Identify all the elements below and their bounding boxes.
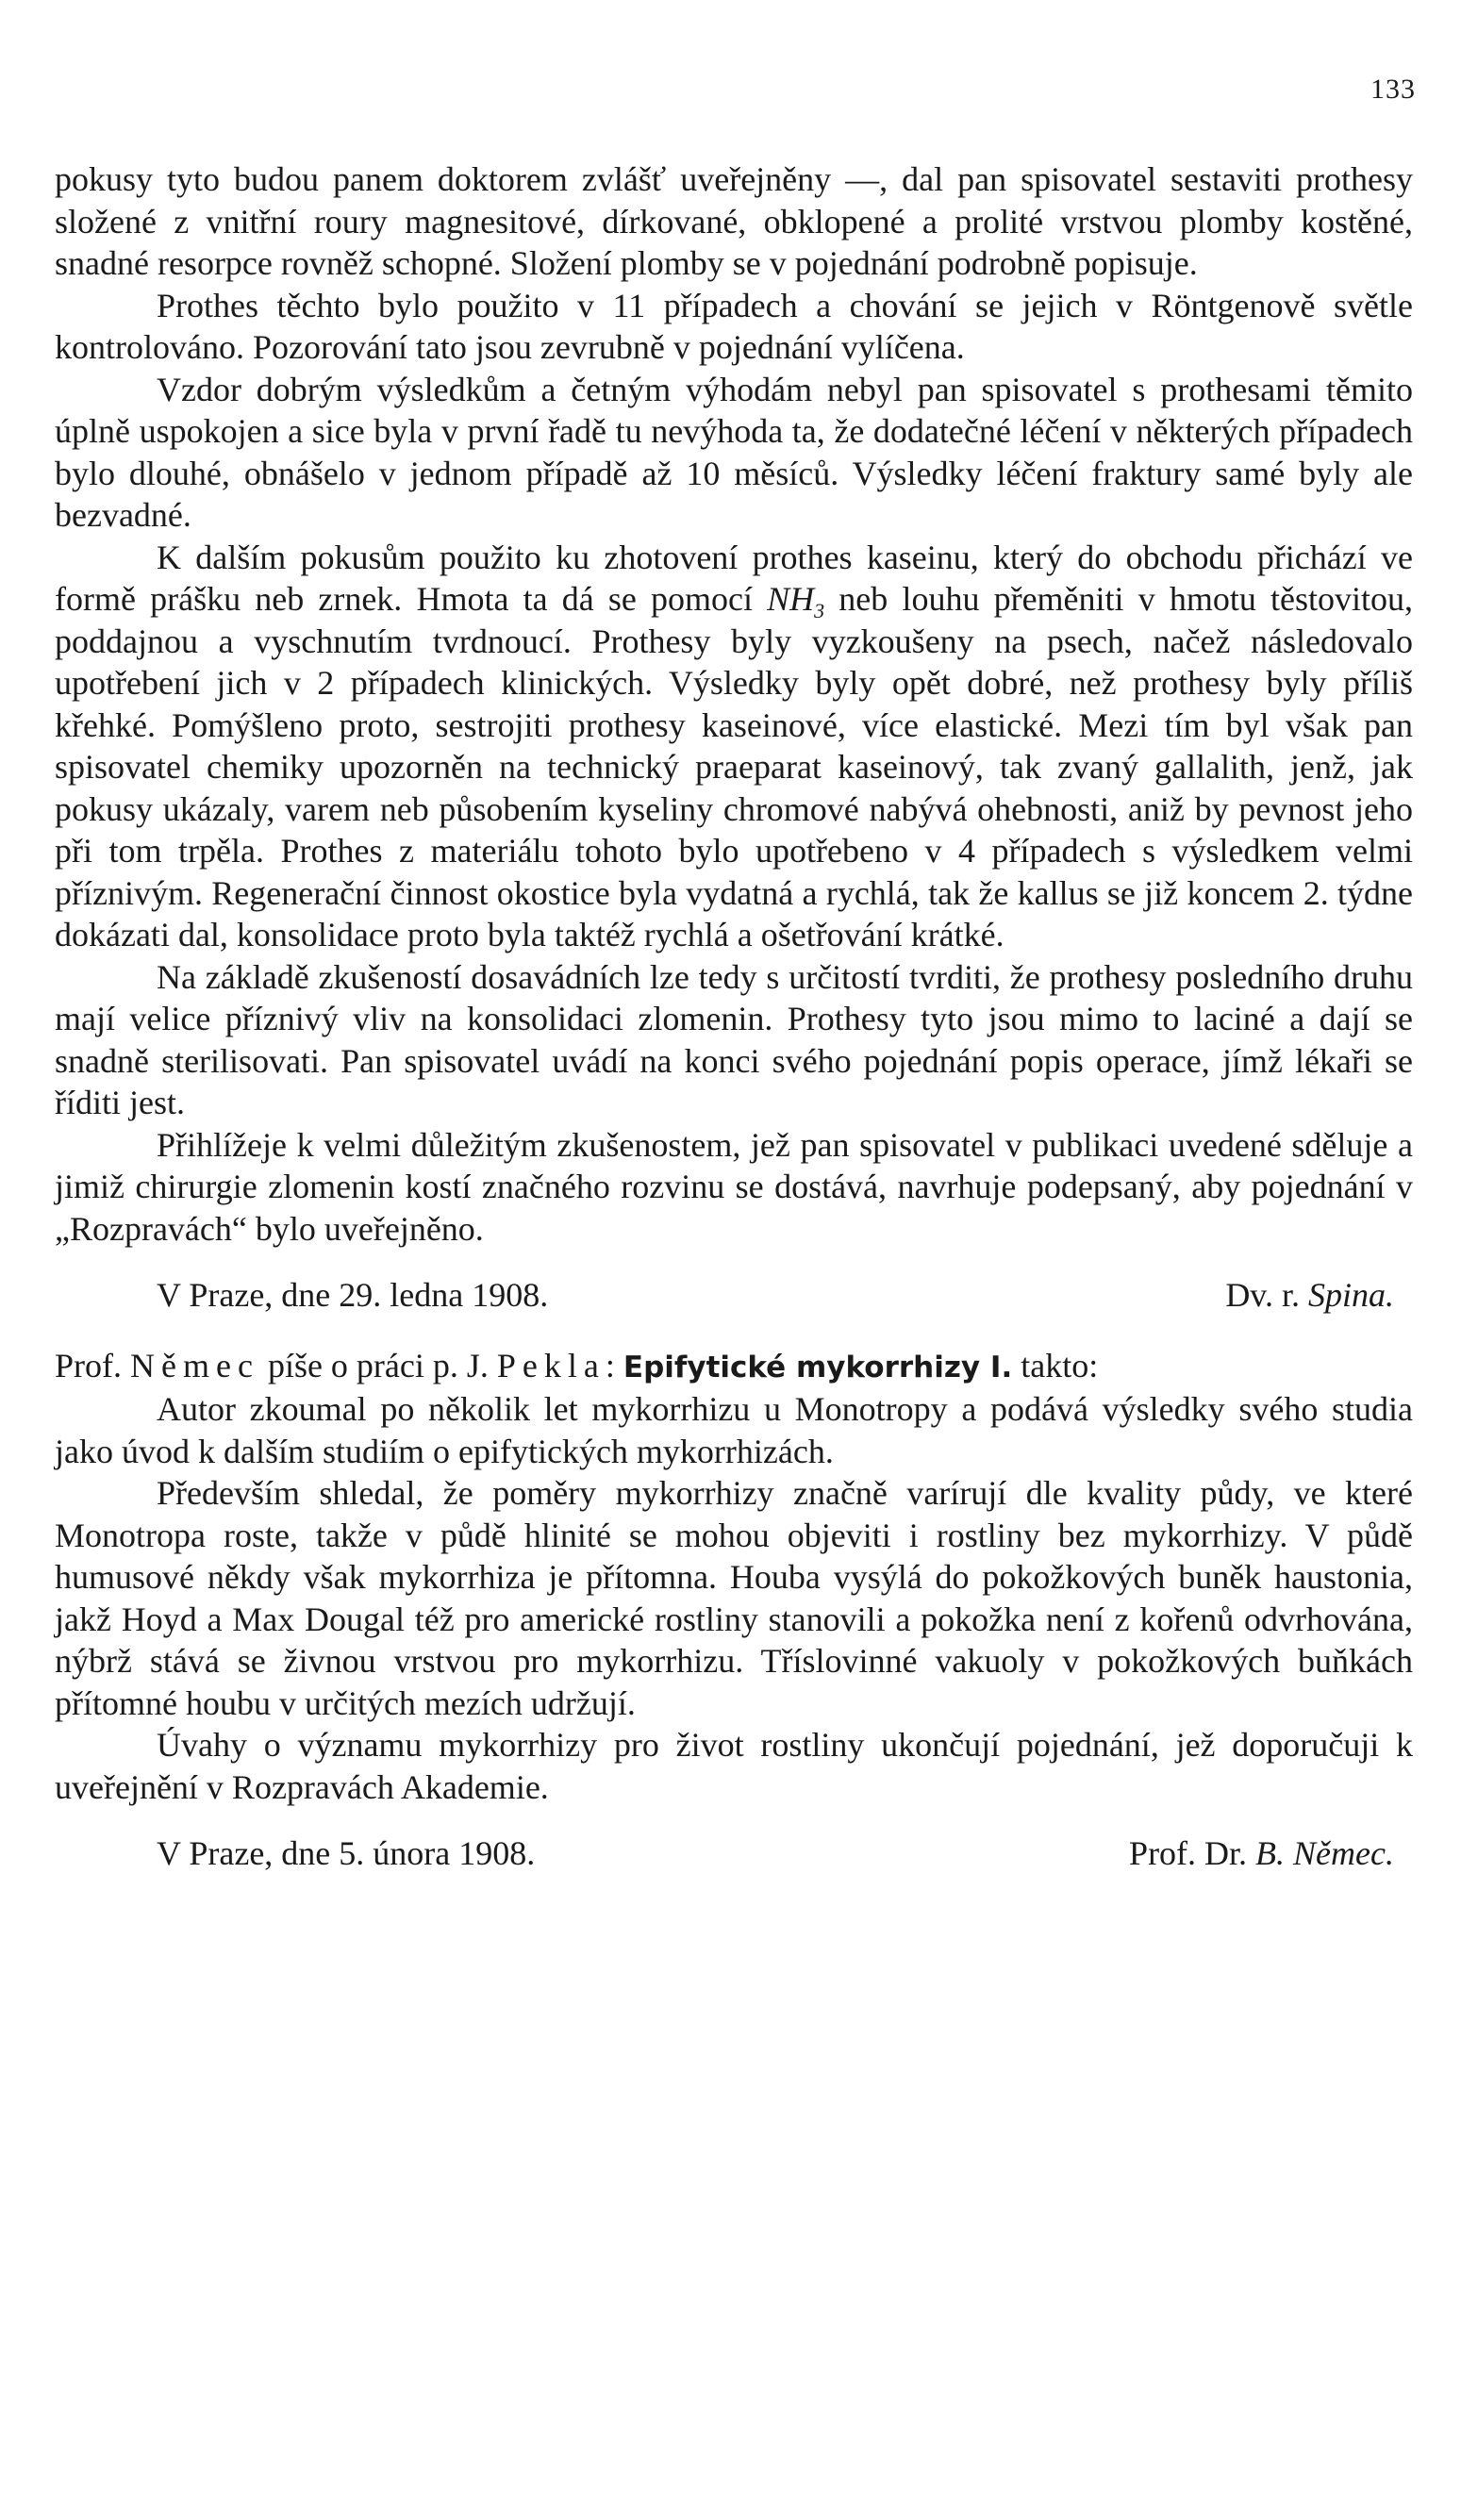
paragraph: pokusy tyto budou panem doktorem zvlášť uveřejněny —, dal pan spisovatel sestaviti prothesy složené z vnitřní roury magnesitové, dírkované, obklopené a prolité vrstvou plomby kostěné, snadné resorpce rovněž schopné. Složení plomby se v pojednání podrobně popisuje.: [55, 160, 1413, 282]
heading-prefix: Prof.: [55, 1346, 130, 1384]
paragraph: [55, 537, 1413, 956]
signature-line: [55, 1832, 1413, 1875]
page-number: 133: [1370, 74, 1416, 105]
signature-prefix: Dv. r.: [1225, 1276, 1308, 1314]
heading-colon: :: [605, 1346, 623, 1384]
place-date: V Praze, dne 29. ledna 1908.: [157, 1276, 549, 1314]
signature-space: [1285, 1834, 1293, 1872]
report-heading: [55, 1345, 1413, 1389]
signature: [1225, 1274, 1413, 1317]
formula-text: NH: [767, 580, 815, 618]
author-name: Pekla: [496, 1346, 606, 1384]
paragraph: Na základě zkušeností dosavádních lze tedy s určitostí tvrditi, že prothesy posledního druhu mají velice příznivý vliv na konsolidaci zlomenin. Prothesy tyto jsou mimo to laciné a dají se snadně sterilisovati. Pan spisovatel uvádí na konci svého pojednání popis operace, jímž lékaři se říditi jest.: [55, 957, 1413, 1121]
heading-text: píše o práci p. J.: [258, 1346, 497, 1384]
paragraph: Prothes těchto bylo použito v 11 případech a chování se jejich v Röntgenově světle kontrolováno. Pozorování tato jsou zevrubně v pojednání vylíčena.: [55, 286, 1413, 366]
signature: [1129, 1832, 1413, 1875]
place-date: V Praze, dne 5. února 1908.: [157, 1834, 536, 1872]
paragraph-text: K dalším pokusům použito ku zhotovení prothes kaseinu, který do obchodu přichází ve formě prášku neb zrnek. Hmota ta dá se pomocí: [55, 538, 1413, 618]
paragraph: Autor zkoumal po několik let mykorrhizu u Monotropy a podává výsledky svého studia jako úvod k dalším studiím o epifytických mykorrhizách.: [55, 1390, 1413, 1470]
paragraph: Přihlížeje k velmi důležitým zkušenostem, jež pan spisovatel v publikaci uvedené sděluje a jimiž chirurgie zlomenin kostí značného rozvinu se dostává, navrhuje podepsaný, aby pojednání v „Rozpravách“ bylo uveřejněno.: [55, 1125, 1413, 1248]
chemical-formula: [767, 580, 825, 623]
reviewer-name: Němec: [130, 1346, 259, 1384]
body-text: [55, 158, 1413, 1903]
paragraph-text: neb louhu přeměniti v hmotu těstovitou, poddajnou a vyschnutím tvrdnoucí. Prothesy byly vyzkoušeny na psech, načež následovalo upotřebení jich v 2 případech klinických. Výsledky byly opět dobré, než prothesy byly příliš křehké. Pomýšleno proto, sestrojiti prothesy kaseinové, více elastické. Mezi tím byl však pan spisovatel chemiky upozorněn na technický praeparat kaseinový, tak zvaný gallalith, jenž, jak pokusy ukázaly, varem neb působením kyseliny chromové nabývá ohebnosti, aniž by pevnost jeho při tom trpěla. Prothes z materiálu tohoto bylo upotřebeno v 4 případech s výsledkem velmi příznivým. Regenerační činnost okostice byla vydatná a rychlá, tak že kallus se již koncem 2. týdne dokázati dal, konsolidace proto byla taktéž rychlá a ošetřování krátké.: [55, 580, 1413, 953]
signature-name: Němec.: [1293, 1834, 1394, 1872]
paragraph: Vzdor dobrým výsledkům a četným výhodám nebyl pan spisovatel s prothesami těmito úplně uspokojen a sice byla v první řadě tu nevýhoda ta, že dodatečné léčení v některých případech bylo dlouhé, obnášelo v jednom případě až 10 měsíců. Výsledky léčení fraktury samé byly ale bezvadné.: [55, 370, 1413, 534]
signature-prefix: Prof. Dr.: [1129, 1834, 1256, 1872]
signature-line: [55, 1274, 1413, 1317]
formula-subscript: 3: [814, 599, 825, 623]
signature-initial: B.: [1255, 1834, 1286, 1872]
paragraph: Především shledal, že poměry mykorrhizy značně varírují dle kvality půdy, ve které Monotropa roste, takže v půdě hlinité se mohou objeviti i rostliny bez mykorrhizy. V půdě humusové někdy však mykorrhiza je přítomna. Houba vysýlá do pokožkových buněk haustonia, jakž Hoyd a Max Dougal též pro americké rostliny stanovili a pokožka není z kořenů odvrhována, nýbrž stává se živnou vrstvou pro mykorrhizu. Tříslovinné vakuoly v pokožkových buňkách přítomné houbu v určitých mezích udržují.: [55, 1474, 1413, 1722]
signature-name: Spina.: [1307, 1276, 1394, 1314]
heading-suffix: takto:: [1012, 1346, 1099, 1384]
paragraph: Úvahy o významu mykorrhizy pro život rostliny ukončují pojednání, jež doporučuji k uveřejnění v Rozpravách Akademie.: [55, 1726, 1413, 1806]
work-title: Epifytické mykorrhizy I.: [623, 1350, 1013, 1384]
